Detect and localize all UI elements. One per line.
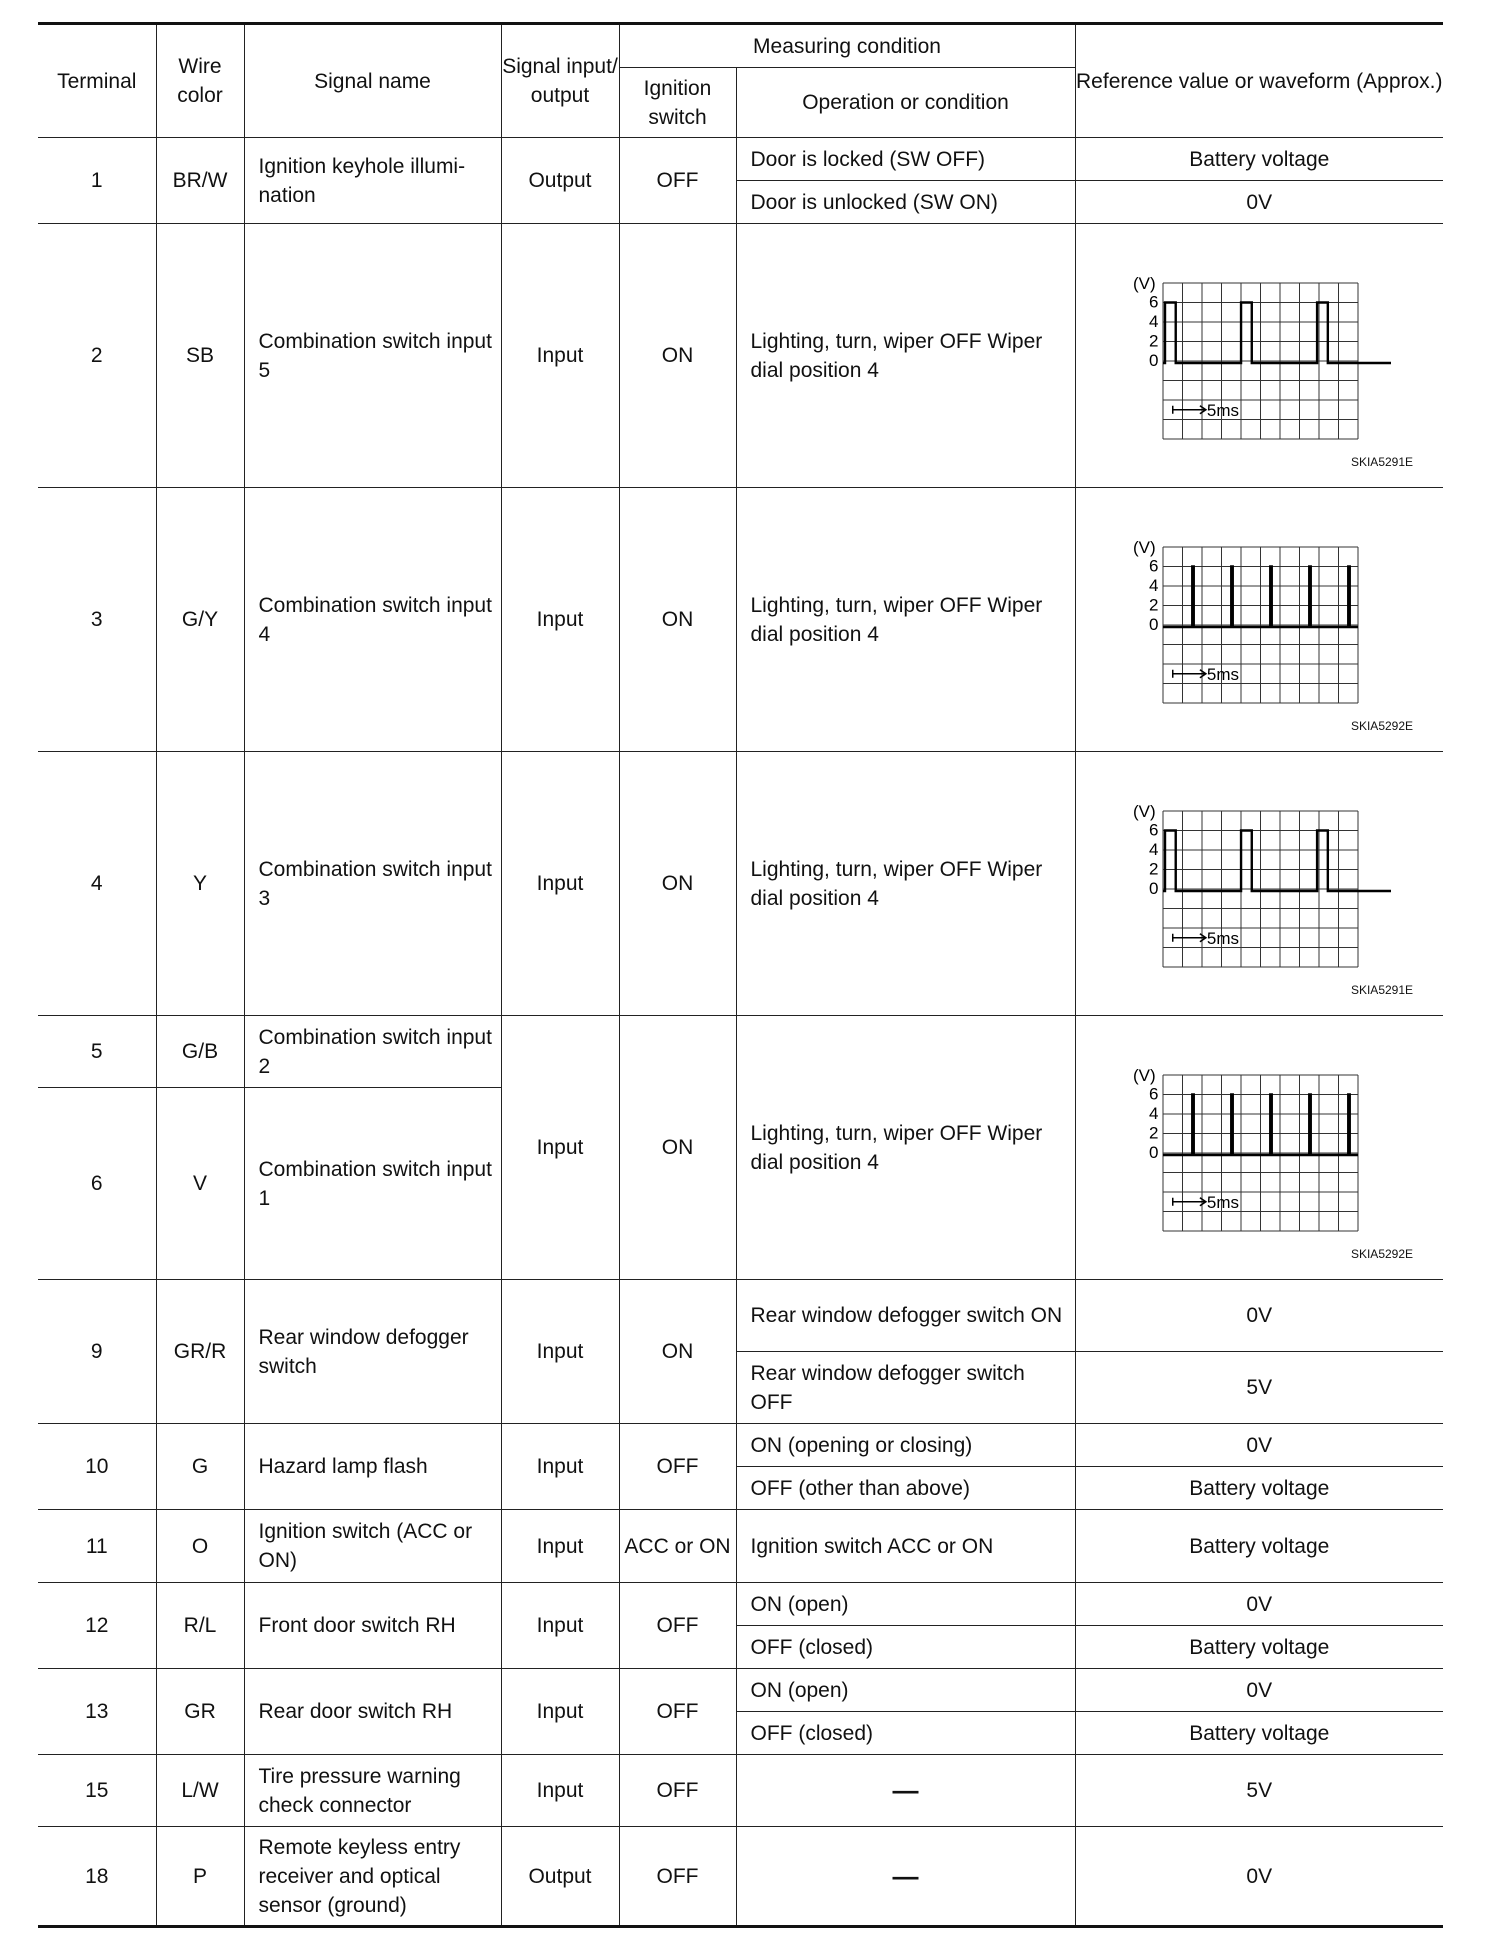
cell-cond: ON (opening or closing): [736, 1424, 1075, 1467]
table-row: [38, 752, 1443, 1016]
table-row: [38, 1827, 1443, 1927]
cell-cond: Lighting, turn, wiper OFF Wiper dial position 4: [736, 1016, 1075, 1280]
table-row: [38, 1669, 1443, 1712]
cell-io: Output: [501, 1827, 619, 1927]
cell-ref: 5V: [1075, 1352, 1443, 1424]
waveform-graph: [1131, 1053, 1391, 1243]
cell-io: Input: [501, 1510, 619, 1583]
cell-ign: ON: [619, 224, 736, 488]
cell-ign: OFF: [619, 1424, 736, 1510]
axis-tick-label: 4: [1148, 575, 1158, 595]
header-terminal: Terminal: [38, 24, 156, 138]
header-signal-io: Signal input/ output: [501, 24, 619, 138]
cell-terminal: 3: [38, 488, 156, 752]
axis-unit-label: (V): [1132, 801, 1156, 821]
cell-wire: GR: [156, 1669, 244, 1755]
axis-tick-label: 4: [1148, 839, 1158, 859]
time-scale-label: 5ms: [1206, 664, 1239, 684]
cell-io: Input: [501, 488, 619, 752]
cell-cond: Lighting, turn, wiper OFF Wiper dial position 4: [736, 752, 1075, 1016]
cell-ref: 5V: [1075, 1755, 1443, 1827]
time-scale-label: 5ms: [1206, 928, 1239, 948]
cell-cond: —: [736, 1755, 1075, 1827]
cell-terminal: 1: [38, 138, 156, 224]
table-row: [38, 1755, 1443, 1827]
cell-cond: ON (open): [736, 1583, 1075, 1626]
cell-io: Input: [501, 1280, 619, 1424]
cell-wire: L/W: [156, 1755, 244, 1827]
cell-cond: Lighting, turn, wiper OFF Wiper dial position 4: [736, 224, 1075, 488]
cell-wire: SB: [156, 224, 244, 488]
signal-trace: [1163, 302, 1391, 363]
figure-code: SKIA5291E: [1350, 983, 1414, 997]
cell-cond: OFF (other than above): [736, 1467, 1075, 1510]
cell-terminal: 18: [38, 1827, 156, 1927]
header-wire-color: Wire color: [156, 24, 244, 138]
header-measuring-condition: Measuring condition: [619, 24, 1075, 68]
terminal-reference-table: [38, 22, 1443, 1928]
cell-io: Input: [501, 752, 619, 1016]
cell-ign: OFF: [619, 1583, 736, 1669]
axis-tick-label: 6: [1148, 292, 1158, 311]
axis-tick-label: 2: [1148, 1123, 1158, 1142]
cell-signal: Hazard lamp flash: [244, 1424, 501, 1510]
axis-tick-label: 4: [1148, 311, 1158, 331]
cell-signal: Ignition keyhole illumi- nation: [244, 138, 501, 224]
cell-terminal: 5: [38, 1016, 156, 1088]
cell-ref: Battery voltage: [1075, 1510, 1443, 1583]
cell-ign: ACC or ON: [619, 1510, 736, 1583]
cell-wire: R/L: [156, 1583, 244, 1669]
axis-tick-label: 2: [1148, 859, 1158, 878]
cell-signal: Combination switch input 5: [244, 224, 501, 488]
axis-tick-label: 2: [1148, 595, 1158, 614]
header-signal-name: Signal name: [244, 24, 501, 138]
cell-cond: Lighting, turn, wiper OFF Wiper dial position 4: [736, 488, 1075, 752]
cell-cond: —: [736, 1827, 1075, 1927]
cell-wire: P: [156, 1827, 244, 1927]
cell-wire: Y: [156, 752, 244, 1016]
cell-cond: OFF (closed): [736, 1626, 1075, 1669]
axis-tick-label: 2: [1148, 331, 1158, 350]
table-row: [38, 1583, 1443, 1626]
cell-terminal: 2: [38, 224, 156, 488]
cell-ref: 0V: [1075, 1827, 1443, 1927]
cell-cond: Rear window defogger switch OFF: [736, 1352, 1075, 1424]
cell-wire: O: [156, 1510, 244, 1583]
cell-wire: GR/R: [156, 1280, 244, 1424]
cell-terminal: 10: [38, 1424, 156, 1510]
waveform-graph: [1131, 525, 1391, 715]
axis-unit-label: (V): [1132, 273, 1156, 293]
axis-tick-label: 6: [1148, 820, 1158, 839]
table-row: [38, 488, 1443, 752]
cell-ref: Battery voltage: [1075, 1467, 1443, 1510]
cell-waveform: [1075, 488, 1443, 752]
cell-cond: Rear window defogger switch ON: [736, 1280, 1075, 1352]
cell-waveform: [1075, 1016, 1443, 1280]
axis-unit-label: (V): [1132, 1065, 1156, 1085]
cell-wire: G/Y: [156, 488, 244, 752]
cell-cond: Door is unlocked (SW ON): [736, 181, 1075, 224]
header-ignition-switch: Ignition switch: [619, 68, 736, 138]
cell-cond: OFF (closed): [736, 1712, 1075, 1755]
cell-cond: Ignition switch ACC or ON: [736, 1510, 1075, 1583]
cell-ign: ON: [619, 1280, 736, 1424]
table-row: [38, 224, 1443, 488]
axis-tick-label: 0: [1148, 1142, 1158, 1162]
cell-signal: Rear window defogger switch: [244, 1280, 501, 1424]
cell-signal: Combination switch input 4: [244, 488, 501, 752]
cell-signal: Remote keyless entry receiver and optical sensor (ground): [244, 1827, 501, 1927]
cell-waveform: [1075, 752, 1443, 1016]
cell-signal: Combination switch input 2: [244, 1016, 501, 1088]
axis-unit-label: (V): [1132, 537, 1156, 557]
axis-tick-label: 0: [1148, 614, 1158, 634]
header-reference: Reference value or waveform (Approx.): [1075, 24, 1443, 138]
figure-code: SKIA5292E: [1350, 719, 1414, 733]
cell-io: Input: [501, 1755, 619, 1827]
cell-ref: 0V: [1075, 1424, 1443, 1467]
axis-tick-label: 6: [1148, 556, 1158, 575]
cell-ref: Battery voltage: [1075, 138, 1443, 181]
cell-terminal: 15: [38, 1755, 156, 1827]
cell-io: Input: [501, 1669, 619, 1755]
cell-io: Input: [501, 1424, 619, 1510]
time-scale-label: 5ms: [1206, 1192, 1239, 1212]
cell-ref: Battery voltage: [1075, 1712, 1443, 1755]
figure-code: SKIA5292E: [1350, 1247, 1414, 1261]
cell-ign: ON: [619, 752, 736, 1016]
cell-wire: G/B: [156, 1016, 244, 1088]
cell-wire: G: [156, 1424, 244, 1510]
cell-ign: ON: [619, 488, 736, 752]
axis-tick-label: 6: [1148, 1084, 1158, 1103]
cell-ign: ON: [619, 1016, 736, 1280]
cell-ref: 0V: [1075, 181, 1443, 224]
table-row: [38, 138, 1443, 181]
cell-ign: OFF: [619, 1827, 736, 1927]
cell-signal: Combination switch input 1: [244, 1088, 501, 1280]
cell-io: Input: [501, 1583, 619, 1669]
cell-signal: Rear door switch RH: [244, 1669, 501, 1755]
cell-signal: Combination switch input 3: [244, 752, 501, 1016]
axis-tick-label: 4: [1148, 1103, 1158, 1123]
cell-terminal: 6: [38, 1088, 156, 1280]
cell-ref: 0V: [1075, 1669, 1443, 1712]
cell-cond: Door is locked (SW OFF): [736, 138, 1075, 181]
table-row: [38, 1280, 1443, 1352]
cell-io: Input: [501, 1016, 619, 1280]
waveform-graph: [1131, 261, 1391, 451]
cell-wire: V: [156, 1088, 244, 1280]
cell-wire: BR/W: [156, 138, 244, 224]
signal-trace: [1163, 830, 1391, 891]
axis-tick-label: 0: [1148, 350, 1158, 370]
cell-io: Output: [501, 138, 619, 224]
cell-terminal: 4: [38, 752, 156, 1016]
cell-signal: Ignition switch (ACC or ON): [244, 1510, 501, 1583]
time-scale-label: 5ms: [1206, 400, 1239, 420]
table-row: [38, 1424, 1443, 1467]
cell-waveform: [1075, 224, 1443, 488]
cell-signal: Front door switch RH: [244, 1583, 501, 1669]
cell-terminal: 9: [38, 1280, 156, 1424]
cell-terminal: 12: [38, 1583, 156, 1669]
cell-terminal: 11: [38, 1510, 156, 1583]
cell-ign: OFF: [619, 138, 736, 224]
axis-tick-label: 0: [1148, 878, 1158, 898]
figure-code: SKIA5291E: [1350, 455, 1414, 469]
waveform-graph: [1131, 789, 1391, 979]
cell-io: Input: [501, 224, 619, 488]
cell-ref: Battery voltage: [1075, 1626, 1443, 1669]
cell-ref: 0V: [1075, 1583, 1443, 1626]
table-row: [38, 1016, 1443, 1088]
cell-ign: OFF: [619, 1755, 736, 1827]
table-row: [38, 1510, 1443, 1583]
cell-cond: ON (open): [736, 1669, 1075, 1712]
cell-ref: 0V: [1075, 1280, 1443, 1352]
header-operation: Operation or condition: [736, 68, 1075, 138]
cell-signal: Tire pressure warning check connector: [244, 1755, 501, 1827]
cell-terminal: 13: [38, 1669, 156, 1755]
cell-ign: OFF: [619, 1669, 736, 1755]
